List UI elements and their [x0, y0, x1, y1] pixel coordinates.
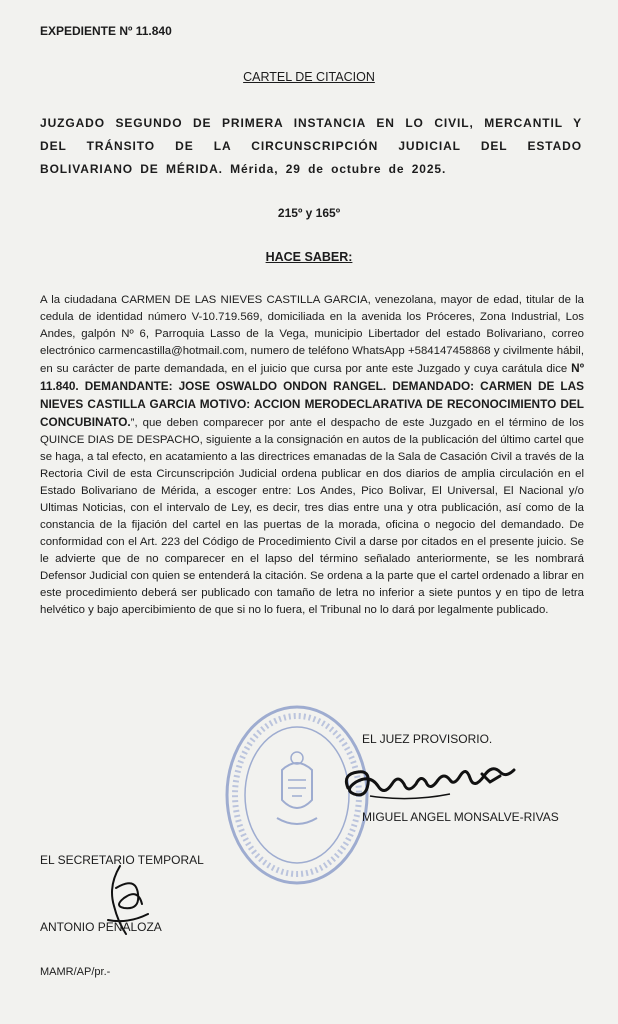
- court-heading: JUZGADO SEGUNDO DE PRIMERA INSTANCIA EN LO CIVIL, MERCANTIL Y DEL TRÁNSITO DE LA CIRCUNSCRIPCIÓN JUDICIAL DEL ESTADO BOLIVARIANO DE MÉRIDA. Mérida, 29 de octubre de 2025.: [40, 116, 582, 176]
- secretary-signature: [98, 858, 158, 948]
- secretary-title: EL SECRETARIO TEMPORAL: [40, 853, 204, 867]
- judge-title: EL JUEZ PROVISORIO.: [362, 732, 493, 746]
- case-number: EXPEDIENTE Nº 11.840: [40, 24, 172, 38]
- years-line: 215º y 165º: [277, 206, 341, 220]
- secretary-name: ANTONIO PEÑALOZA: [40, 920, 162, 934]
- document-title: CARTEL DE CITACION: [243, 70, 375, 84]
- citation-body: [40, 292, 584, 619]
- hace-saber-heading: HACE SABER:: [265, 250, 353, 264]
- body-main: ”, que deben comparecer por ante el despacho de este Juzgado en el término de los QUINCE DIAS DE DESPACHO, siguiente a la consignación en autos de la publicación del último cartel que se haga, a tal efecto, en acatamiento a las directrices emanadas de la Sala de Casación Civil a través de la Rectoria Civil de esta Circunscripción Judicial ordena publicar en dos diarios de amplia circulación en el Estado Bolivariano de Mérida, a escoger entre: Los Andes, Pico Bolivar, El Universal, El Nacional y/o Ultimas Noticias, con el intervalo de Ley, es decir, tres dias entre una y otra publicación, así como de la constancia de la fijación del cartel en las puertas de la morada, oficina o negocio del demandado. De conformidad con el Art. 223 del Código de Procedimiento Civil a darse por citados en el presente juicio. Se le advierte que de no comparecer en el lapso del término señalado anteriormente, se les nombrará Defensor Judicial con quien se entenderá la citación. Se ordena a la parte que el cartel ordenado a librar en este procedimiento deberá ser publicado con tamaño de letra no inferior a siete puntos y en tipo de letra helvético y bajo apercibimiento de que si no lo fuera, el Tribunal no lo dará por legalmente publicado.: [40, 417, 584, 616]
- reference-initials: MAMR/AP/pr.-: [40, 966, 111, 978]
- case-caption: Nº 11.840. DEMANDANTE: JOSE OSWALDO ONDON RANGEL. DEMANDADO: CARMEN DE LAS NIEVES CASTILLA GARCIA MOTIVO: ACCION MERODECLARATIVA DE RECONOCIMIENTO DEL CONCUBINATO.: [40, 361, 584, 429]
- judge-signature: [340, 760, 550, 810]
- judge-name: MIGUEL ANGEL MONSALVE-RIVAS: [362, 810, 559, 824]
- body-intro: A la ciudadana CARMEN DE LAS NIEVES CASTILLA GARCIA, venezolana, mayor de edad, titular de la cedula de identidad número V-10.719.569, domiciliada en la avenida los Próceres, Zona Industrial, Los Andes, galpón Nº 6, Parroquia Lasso de la Vega, municipio Libertador del estado Bolivariano, correo electrónico carmencastilla@hotmail.com, numero de teléfono WhatsApp +584147458868 y civilmente hábil, en su carácter de parte demandada, en el juicio que cursa por ante este Juzgado y cuya carátula dice: [40, 294, 584, 375]
